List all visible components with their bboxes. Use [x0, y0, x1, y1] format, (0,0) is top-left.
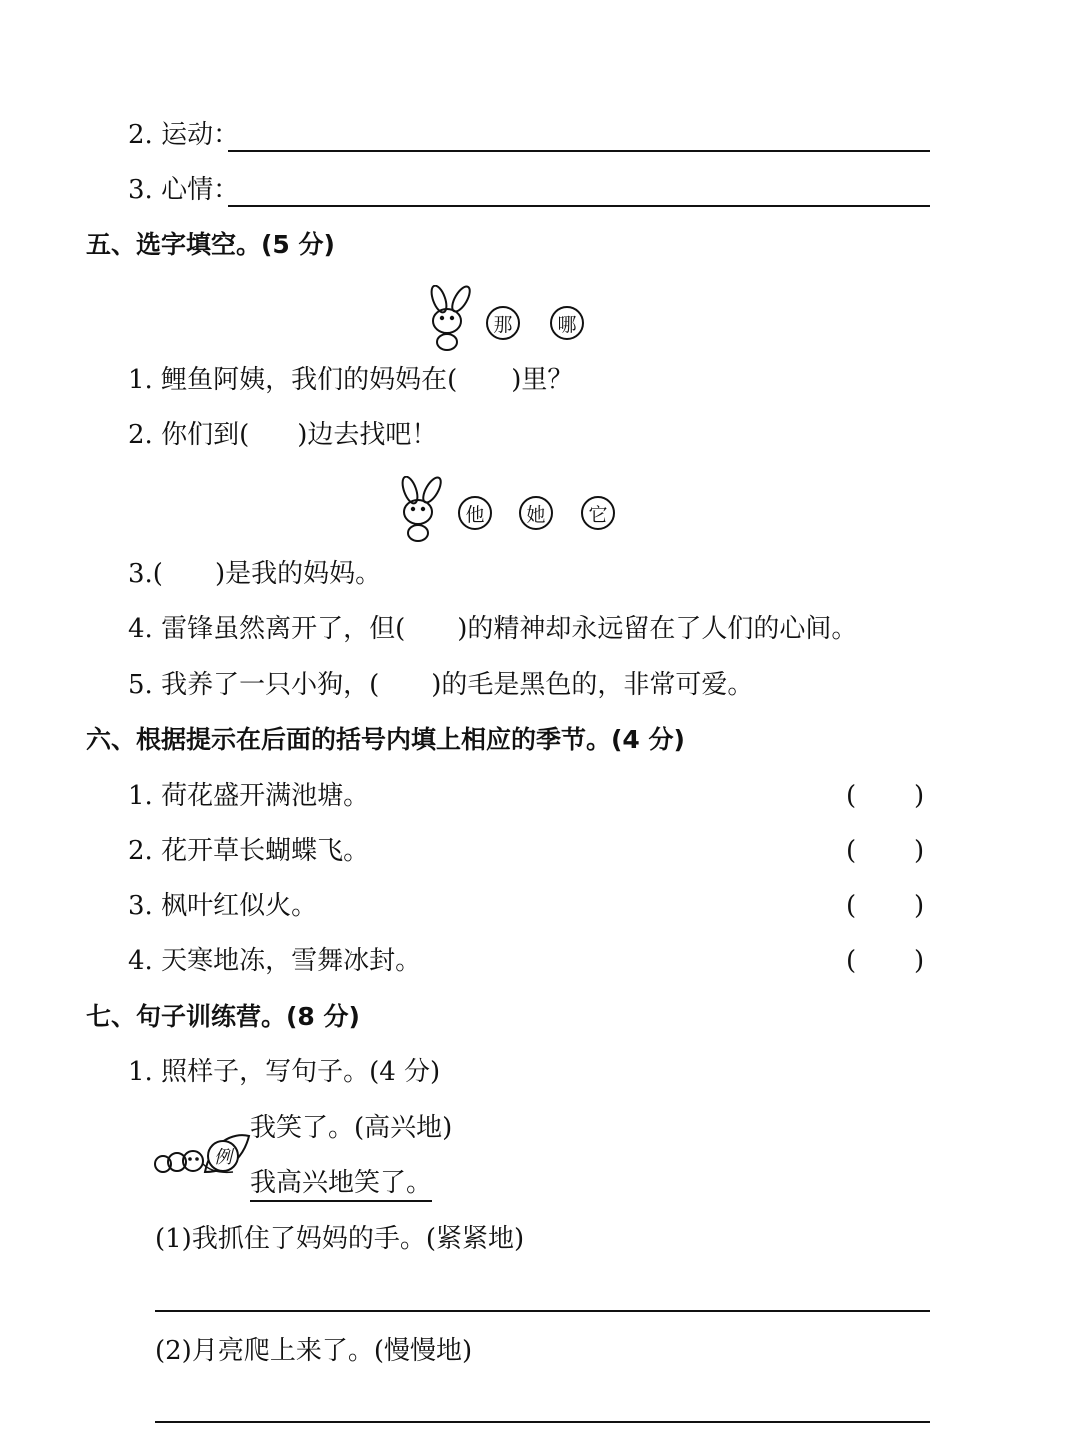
- season-item-1: 1. 荷花盛开满池塘。: [128, 781, 370, 811]
- section-6-heading: 六、根据提示在后面的括号内填上相应的季节。(4 分): [86, 725, 685, 754]
- sentence-2: (2)月亮爬上来了。(慢慢地): [155, 1336, 473, 1366]
- example-sentence: 我笑了。(高兴地): [250, 1113, 453, 1143]
- paren-close: ): [914, 891, 925, 921]
- sport-label: 2. 运动：: [128, 120, 240, 150]
- char-option-ta-she: 她: [519, 496, 553, 530]
- char-option-na: 那: [486, 306, 520, 340]
- sentence-2-answer-line[interactable]: [155, 1421, 930, 1423]
- q5-4: 4. 雷锋虽然离开了，但( )的精神却永远留在了人们的心间。: [128, 614, 858, 644]
- example-answer-text: 我高兴地笑了。: [250, 1168, 432, 1202]
- paren-close: ): [914, 781, 925, 811]
- paren-open: (: [846, 836, 857, 866]
- q5-2: 2. 你们到( )边去找吧！: [128, 420, 438, 450]
- season-item-4: 4. 天寒地冻，雪舞冰封。: [128, 946, 422, 976]
- sentence-1-answer-line[interactable]: [155, 1310, 930, 1312]
- paren-open: (: [846, 781, 857, 811]
- char-option-ta-he: 他: [458, 496, 492, 530]
- char-option-ta-it: 它: [581, 496, 615, 530]
- example-answer: [250, 1166, 432, 1200]
- section-7-heading: 七、句子训练营。(8 分): [86, 1002, 360, 1031]
- char-option-na3: 哪: [550, 306, 584, 340]
- sentence-1: (1)我抓住了妈妈的手。(紧紧地): [155, 1224, 525, 1254]
- paren-open: (: [846, 891, 857, 921]
- sport-answer-line[interactable]: [228, 150, 930, 152]
- example-badge: 例: [207, 1140, 239, 1172]
- season-item-2: 2. 花开草长蝴蝶飞。: [128, 836, 370, 866]
- rabbit-icon: [396, 476, 450, 544]
- sub-question-1: 1. 照样子，写句子。(4 分): [128, 1057, 441, 1087]
- rabbit-icon: [425, 285, 479, 353]
- season-item-3: 3. 枫叶红似火。: [128, 891, 318, 921]
- mood-label: 3. 心情：: [128, 175, 240, 205]
- mood-answer-line[interactable]: [228, 205, 930, 207]
- section-5-heading: 五、选字填空。(5 分): [86, 230, 335, 259]
- paren-close: ): [914, 836, 925, 866]
- paren-close: ): [914, 946, 925, 976]
- q5-3: 3.( )是我的妈妈。: [128, 559, 382, 589]
- paren-open: (: [846, 946, 857, 976]
- q5-1: 1. 鲤鱼阿姨，我们的妈妈在( )里？: [128, 365, 574, 395]
- q5-5: 5. 我养了一只小狗，( )的毛是黑色的，非常可爱。: [128, 670, 754, 700]
